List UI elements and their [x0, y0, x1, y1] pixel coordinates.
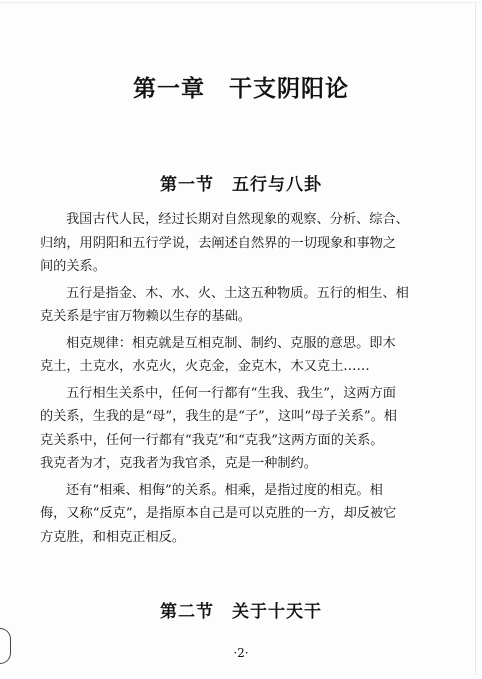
page-right-edge: [475, 4, 476, 675]
text-line: 间的关系。: [40, 259, 106, 274]
text-line: 我国古代人民，经过长期对自然现象的观察、分析、综合、: [66, 212, 409, 227]
page-top-edge: [0, 2, 482, 3]
text-line: 我克者为才，克我者为我官杀，克是一种制约。: [40, 456, 317, 471]
text-line: 克关系是宇宙万物赖以生存的基础。: [40, 309, 251, 324]
paragraph-2: [40, 282, 448, 329]
text-line: 的关系，生我的是“母”，我生的是“子”，这叫“母子关系”。相: [40, 409, 397, 424]
text-line: 五行是指金、木、水、火、土这五种物质。五行的相生、相: [66, 285, 409, 301]
text-line: 相克规律：相克就是互相克制、制约、克服的意思。即木: [66, 335, 396, 351]
text-line: 方克胜，和相克正相反。: [40, 529, 186, 545]
section-title-1: 第一节 五行与八卦: [160, 175, 322, 195]
text-line: 侮，又称“反克”，是指原本自己是可以克胜的一方，却反被它: [40, 506, 397, 521]
paragraph-3: [40, 332, 448, 379]
text-line: 五行相生关系中，任何一行都有“生我、我生”，这两方面: [66, 385, 396, 401]
body-text: [40, 208, 448, 552]
text-line: 归纳，用阴阳和五行学说，去阐述自然界的一切现象和事物之: [40, 235, 397, 251]
chapter-title: 第一章 干支阴阳论: [133, 76, 349, 102]
paragraph-4: [40, 382, 448, 476]
paragraph-1: [40, 208, 448, 279]
paragraph-5: [40, 479, 448, 550]
section-title-2: 第二节 关于十天干: [160, 602, 322, 622]
text-line: 还有“相乘、相侮”的关系。相乘，是指过度的相克。相: [66, 482, 383, 498]
text-line: 克土，土克水，水克火，火克金，金克木，木又克土……: [40, 359, 370, 374]
text-line: 克关系中，任何一行都有“我克”和“克我”这两方面的关系。: [40, 432, 384, 448]
page-number: ·2·: [233, 646, 249, 660]
